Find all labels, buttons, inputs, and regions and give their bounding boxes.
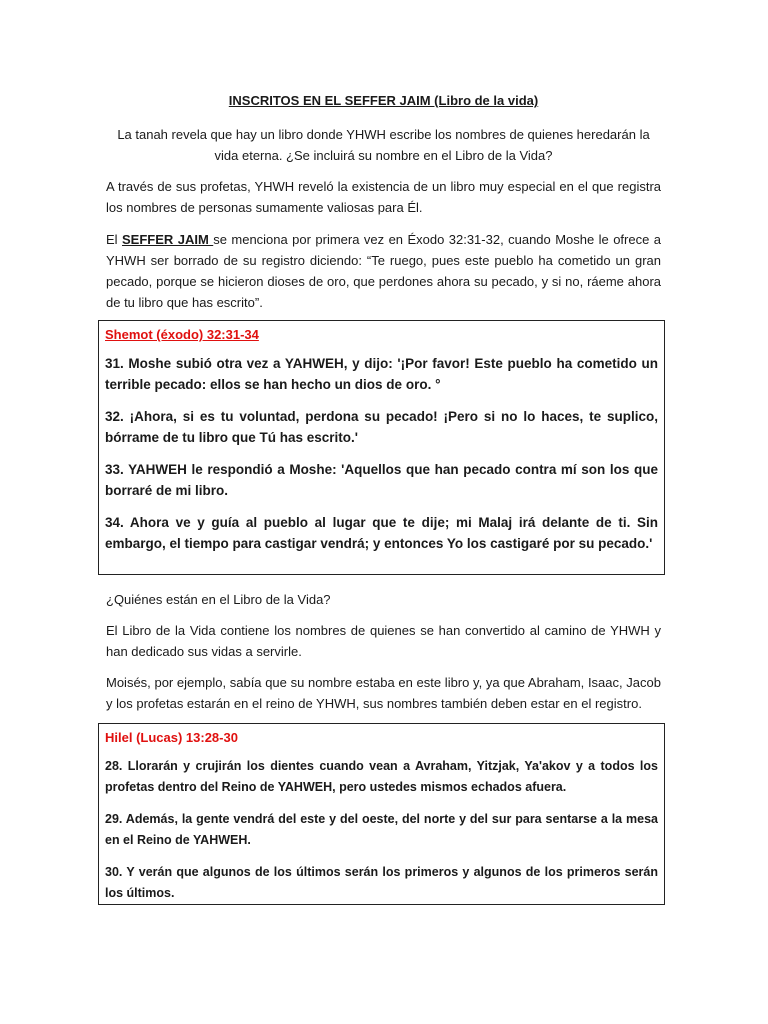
paragraph-seffer-jaim [106, 229, 661, 313]
verse: 34. Ahora ve y guía al pueblo al lugar que te dije; mi Malaj irá delante de ti. Sin embargo, el tiempo para castigar vendrá; y entonces Yo los castigaré por su pecado.' [105, 515, 658, 551]
verse: 33. YAHWEH le respondió a Moshe: 'Aquellos que han pecado contra mí son los que borraré de mi libro. [105, 462, 658, 498]
verse: 31. Moshe subió otra vez a YAHWEH, y dijo: '¡Por favor! Este pueblo ha cometido un terrible pecado: ellos se han hecho un dios de oro. ° [105, 356, 658, 392]
section-question: ¿Quiénes están en el Libro de la Vida? [106, 592, 331, 607]
paragraph-body: se menciona por primera vez en Éxodo 32:31-32, cuando Moshe le ofrece a YHWH ser borrado de su registro diciendo: “Te ruego, pues este pueblo ha cometido un gran pecado, porque se hicieron dioses de oro, que perdones ahora su pecado, y si no, ráeme ahora de tu libro que has escrito”. [106, 232, 661, 310]
scripture-reference: Shemot (éxodo) 32:31-34 [105, 327, 259, 342]
intro-paragraph: La tanah revela que hay un libro donde YHWH escribe los nombres de quienes heredarán la vida eterna. ¿Se incluirá su nombre en el Libro de la Vida? [117, 127, 650, 163]
verse: 29. Además, la gente vendrá del este y del oeste, del norte y del sur para sentarse a la mesa en el Reino de YAHWEH. [105, 812, 658, 847]
verse: 28. Llorarán y crujirán los dientes cuando vean a Avraham, Yitzjak, Ya'akov y a todos los profetas dentro del Reino de YAHWEH, pero ustedes mismos echados afuera. [105, 759, 658, 794]
seffer-jaim-term: SEFFER JAIM [122, 232, 214, 247]
paragraph-prefix: El [106, 232, 122, 247]
paragraph-profetas: A través de sus profetas, YHWH reveló la existencia de un libro muy especial en el que registra los nombres de personas sumamente valiosas para Él. [106, 179, 661, 215]
scripture-reference: Hilel (Lucas) 13:28-30 [105, 730, 238, 745]
scripture-box-hilel [98, 723, 665, 905]
paragraph-libro-vida: El Libro de la Vida contiene los nombres de quienes se han convertido al camino de YHWH y han dedicado sus vidas a servirle. [106, 623, 661, 659]
scripture-box-shemot [98, 320, 665, 575]
paragraph-moises: Moisés, por ejemplo, sabía que su nombre estaba en este libro y, ya que Abraham, Isaac, Jacob y los profetas estarán en el reino de YHWH, sus nombres también deben estar en el registro. [106, 675, 661, 711]
verse: 30. Y verán que algunos de los últimos serán los primeros y algunos de los primeros serán los últimos. [105, 865, 658, 900]
verse: 32. ¡Ahora, si es tu voluntad, perdona su pecado! ¡Pero si no lo haces, te suplico, bórrame de tu libro que Tú has escrito.' [105, 409, 658, 445]
document-title: INSCRITOS EN EL SEFFER JAIM (Libro de la vida) [228, 93, 539, 108]
